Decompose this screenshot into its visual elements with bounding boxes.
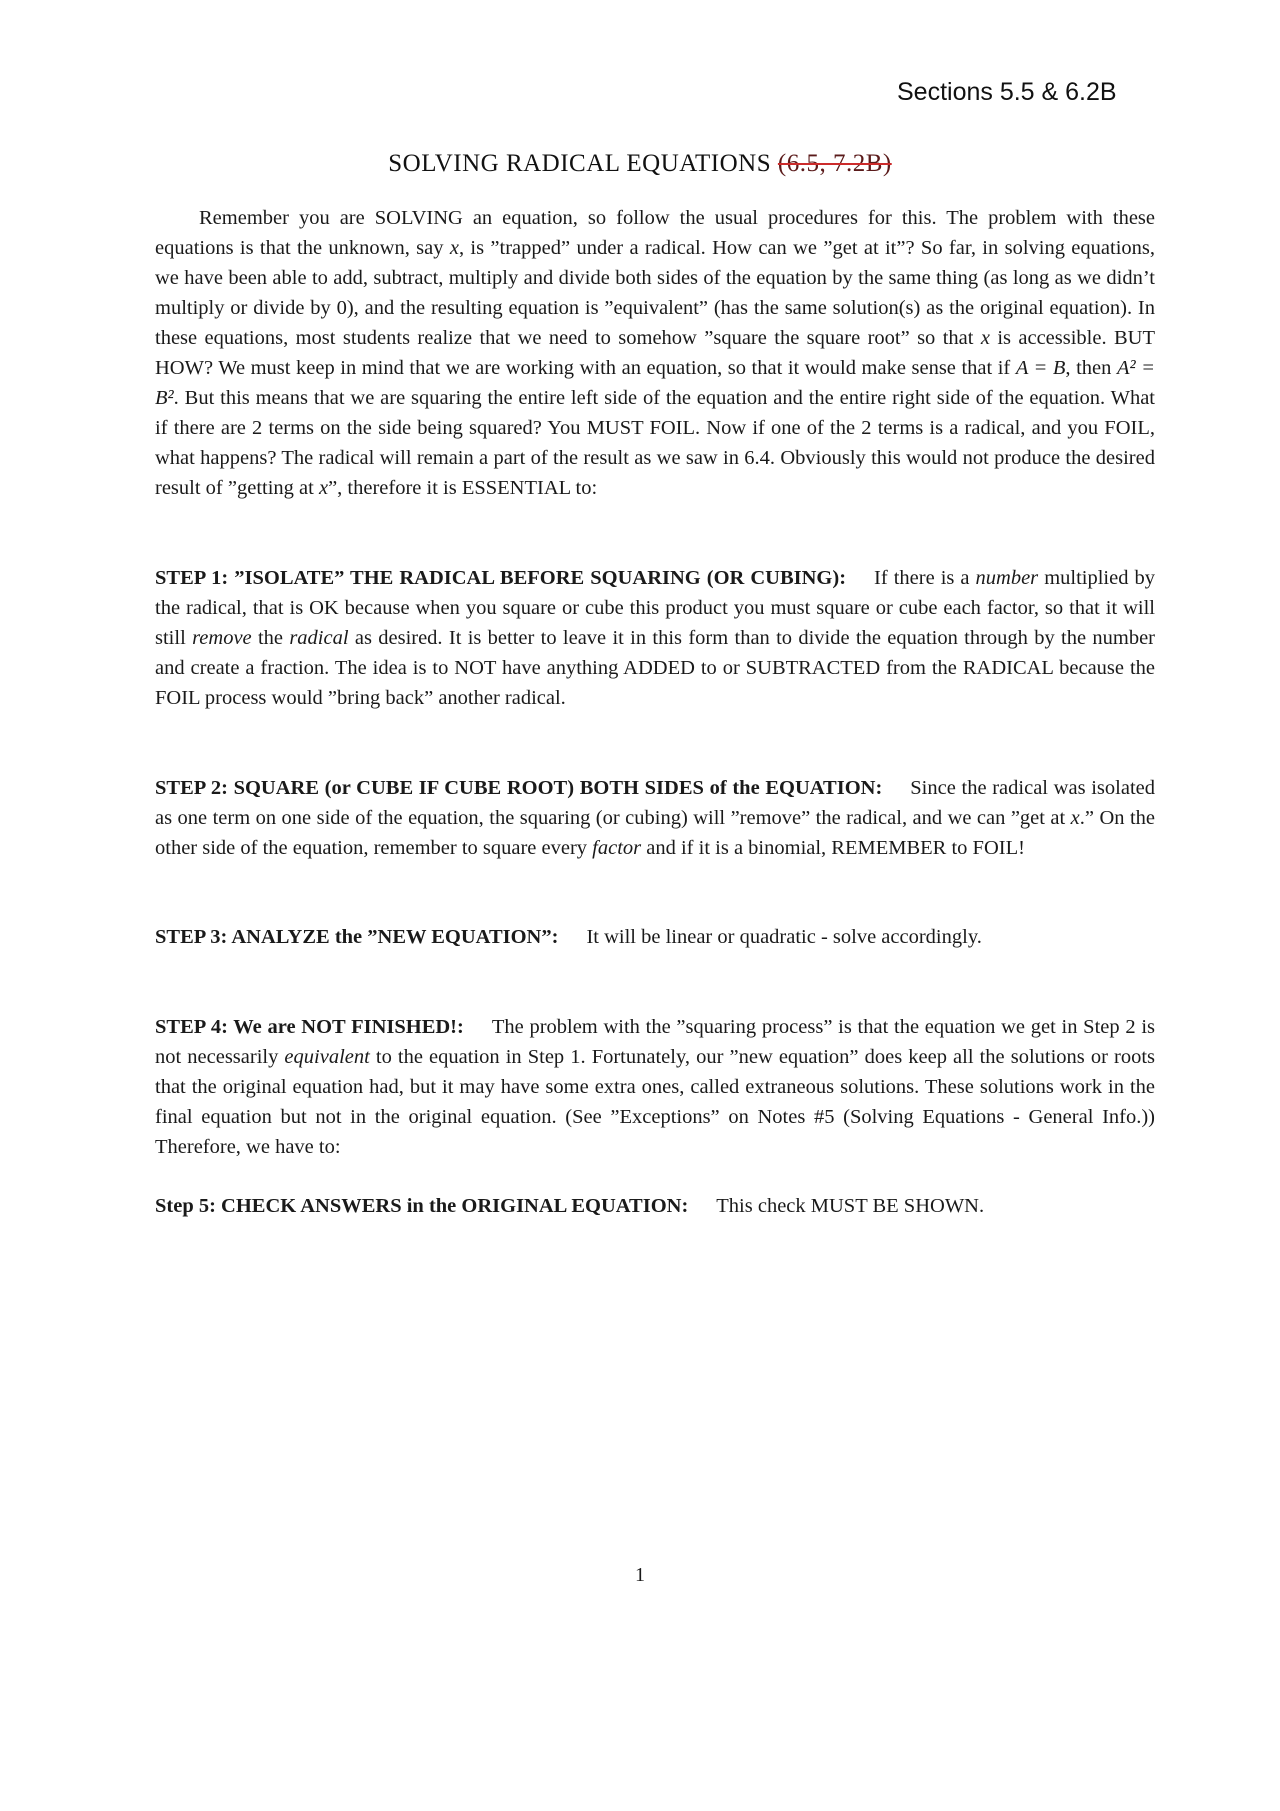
intro-text: , then: [1065, 357, 1117, 379]
section-reference: Sections 5.5 & 6.2B: [897, 78, 1117, 106]
step-4-text: to the equation in Step 1. Fortunately, our ”new equation” does keep all the solutions or roots that the original equation had, but it may have some extra ones, called extraneous solutions. These solutions work in the final equation but not in the original equation. (See ”Exceptions” on Notes #5 (Solving Equations - General Info.)) Therefore, we have to:: [155, 1046, 1155, 1158]
step-2-emphasis: factor: [592, 837, 642, 859]
intro-text: is accessible. BUT HOW? We must keep in mind that we are working with an equation, so that it would make sense that if: [155, 327, 1155, 379]
step-4-emphasis: equivalent: [284, 1046, 370, 1068]
step-4-text: The problem with the ”squaring process” is that the equation we get in Step 2 is not necessarily: [155, 1016, 1155, 1068]
title-text: SOLVING RADICAL EQUATIONS: [388, 150, 772, 177]
step-1-emphasis: remove: [192, 627, 252, 649]
variable-x: x: [449, 237, 459, 259]
step-1-text: multiplied by the radical, that is OK because when you square or cube this product you must square or cube each factor, so that it will still: [155, 567, 1155, 649]
step-1-text: the: [251, 627, 290, 649]
variable-x: x: [980, 327, 990, 349]
step-4-heading: STEP 4: We are NOT FINISHED!:: [155, 1016, 464, 1038]
step-5-paragraph: [155, 1191, 1155, 1221]
step-2-text: Since the radical was isolated as one term on one side of the equation, the squaring (or cubing) will ”remove” the radical, and we can ”get at: [155, 777, 1155, 829]
step-1-paragraph: [155, 563, 1155, 713]
step-1-text: If there is a: [874, 567, 976, 589]
variable-x: x: [318, 477, 329, 499]
step-2-paragraph: [155, 773, 1155, 863]
intro-paragraph: [155, 203, 1155, 503]
page-number: 1: [635, 1564, 645, 1586]
step-5-heading: Step 5: CHECK ANSWERS in the ORIGINAL EQUATION:: [155, 1195, 689, 1217]
step-3-text: It will be linear or quadratic - solve accordingly.: [586, 926, 982, 948]
step-2-text: .” On the other side of the equation, remember to square every: [155, 807, 1156, 859]
page-title: [0, 150, 1280, 178]
step-2-heading: STEP 2: SQUARE (or CUBE IF CUBE ROOT) BOTH SIDES of the EQUATION:: [155, 777, 883, 799]
step-1-emphasis: radical: [289, 627, 349, 649]
intro-text: ”, therefore it is ESSENTIAL to:: [328, 477, 598, 499]
equation-a-squared: A² = B²: [155, 357, 1155, 409]
step-1-heading: STEP 1: ”ISOLATE” THE RADICAL BEFORE SQUARING (OR CUBING):: [155, 567, 847, 589]
struck-section-numbers: (6.5, 7.2B): [777, 150, 892, 177]
intro-text: Remember you are SOLVING an equation, so follow the usual procedures for this. The problem with these equations is that the unknown, say: [155, 207, 1155, 259]
intro-text: . But this means that we are squaring the entire left side of the equation and the entire right side of the equation. What if there are 2 terms on the side being squared? You MUST FOIL. Now if one of the 2 terms is a radical, and you FOIL, what happens? The radical will remain a part of the result as we saw in 6.4. Obviously this would not produce the desired result of ”getting at: [155, 387, 1155, 499]
step-1-text: as desired. It is better to leave it in this form than to divide the equation through by the number and create a fraction. The idea is to NOT have anything ADDED to or SUBTRACTED from the RADICAL because the FOIL process would ”bring back” another radical.: [155, 627, 1156, 709]
equation-a-equals-b: A = B: [1015, 357, 1066, 379]
variable-x: x: [1070, 807, 1080, 829]
step-3-heading: STEP 3: ANALYZE the ”NEW EQUATION”:: [155, 926, 559, 948]
intro-text: , is ”trapped” under a radical. How can we ”get at it”? So far, in solving equations, we have been able to add, subtract, multiply and divide both sides of the equation by the same thing (as long as we didn’t multiply or divide by 0), and the resulting equation is ”equivalent” (has the same solution(s) as the original equation). In these equations, most students realize that we need to somehow ”square the square root” so that: [155, 237, 1155, 349]
step-3-paragraph: [155, 922, 1155, 952]
step-2-text: and if it is a binomial, REMEMBER to FOIL!: [641, 837, 1025, 859]
step-5-text: This check MUST BE SHOWN.: [716, 1195, 985, 1217]
step-4-paragraph: [155, 1012, 1155, 1162]
step-1-emphasis: number: [975, 567, 1039, 589]
